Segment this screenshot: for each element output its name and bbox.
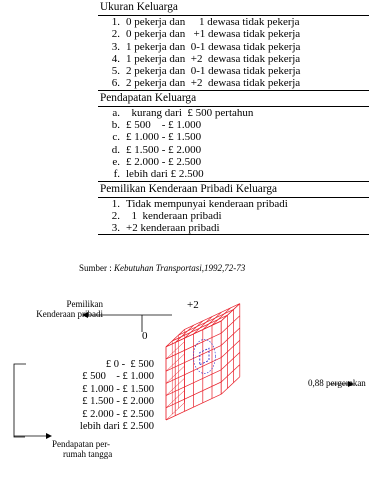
vehicle-heading: Pemilikan Kenderaan Pribadi Keluarga [98, 182, 369, 198]
item-text: 0 pekerja dan 1 dewasa tidak pekerja [126, 16, 300, 28]
vehicle-axis-label-1: Pemilikan [66, 299, 103, 309]
item-number: f. [113, 168, 120, 181]
family-size-heading: Ukuran Keluarga [98, 0, 369, 16]
item-text: £ 2.000 - £ 2.500 [126, 155, 202, 168]
highlighted-cell [200, 348, 209, 365]
item-text: 1 kenderaan pribadi [126, 209, 222, 222]
item-text: +2 kenderaan pribadi [126, 222, 220, 235]
source-title: Kebutuhan Transportasi,1992,72-73 [114, 263, 246, 273]
vehicle-axis-label-2: Kenderaan pribadi [36, 309, 103, 319]
item-number: 2. [111, 209, 120, 222]
item-text: £ 500 - £ 1.000 [126, 119, 202, 132]
item-number: 3. [111, 40, 120, 53]
grid-line [178, 309, 233, 335]
source-prefix: Sumber : [79, 263, 114, 273]
item-number: a. [112, 106, 120, 119]
item-number: 2. [111, 28, 120, 41]
item-number: c. [112, 131, 120, 144]
item-number: e. [112, 155, 120, 168]
item-number: 5. [111, 65, 120, 78]
income-heading: Pendapatan Keluarga [98, 91, 369, 107]
income-axis-label-1: Pendapatan per- [52, 439, 111, 449]
cube-grid [166, 304, 240, 420]
income-value: £ 1.000 - £ 1.500 [82, 383, 154, 395]
item-number: 1. [111, 197, 120, 210]
item-text: 1 pekerja dan 0-1 dewasa tidak pekerja [126, 40, 301, 53]
income-axis-label-2: rumah tangga [63, 449, 113, 459]
item-number: 4. [111, 52, 120, 65]
income-value: £ 2.000 - £ 2.500 [82, 408, 154, 420]
item-text: lebih dari £ 2.500 [126, 168, 204, 181]
item-text: Tidak mempunyai kenderaan pribadi [126, 197, 288, 210]
item-text: kurang dari £ 500 pertahun [126, 106, 254, 119]
vehicle-plus2-label: +2 [187, 299, 199, 311]
income-value: £ 1.500 - £ 2.000 [82, 396, 154, 408]
income-value: £ 0 - £ 500 [105, 359, 154, 370]
item-text: 0 pekerja dan +1 dewasa tidak pekerja [126, 28, 301, 41]
item-number: 1. [111, 16, 120, 28]
vehicle-zero-label: 0 [142, 330, 148, 342]
income-value: £ 500 - £ 1.000 [82, 371, 154, 383]
item-text: 2 pekerja dan 0-1 dewasa tidak pekerja [126, 65, 301, 78]
income-bracket [14, 364, 26, 437]
item-number: d. [111, 143, 120, 156]
income-value-list [58, 359, 154, 433]
grid-line [172, 315, 227, 341]
item-number: b. [111, 119, 120, 132]
item-text: £ 1.000 - £ 1.500 [126, 131, 202, 144]
item-number: 6. [111, 77, 120, 90]
item-number: 3. [111, 222, 120, 235]
item-text: £ 1.500 - £ 2.000 [126, 143, 202, 156]
item-text: 1 pekerja dan +2 dewasa tidak pekerja [126, 52, 301, 65]
trip-value-label: 0,88 pergerakan [308, 378, 366, 388]
income-value: lebih dari £ 2.500 [79, 421, 154, 433]
item-text: 2 pekerja dan +2 dewasa tidak pekerja [126, 77, 301, 90]
